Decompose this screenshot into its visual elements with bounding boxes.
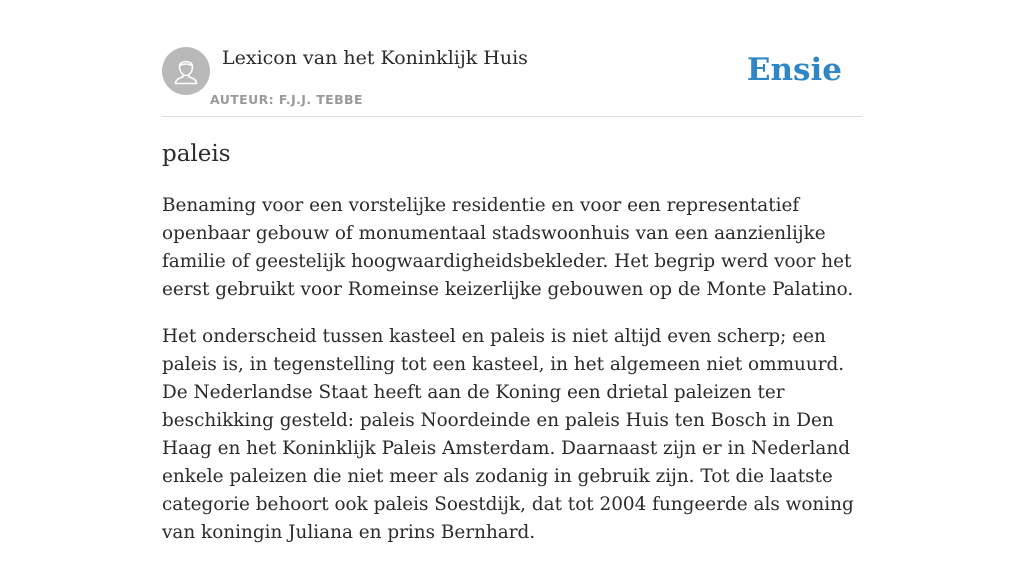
author-label[interactable]: AUTEUR: F.J.J. TEBBE [210, 92, 363, 107]
ensie-logo[interactable]: Ensie [746, 52, 842, 88]
paragraph: Het onderscheid tussen kasteel en paleis is niet altijd even scherp; een paleis is, in tegenstelling tot een kasteel, in het algemeen niet ommuurd. De Nederlandse Staat heeft aan de Koning een drietal paleizen ter beschikking gesteld: paleis Noordeinde en paleis Huis ten Bosch in Den Haag en het Koninklijk Paleis Amsterdam. Daarnaast zijn er in Nederland enkele paleizen die niet meer als zodanig in gebruik zijn. Tot die laatste categorie behoort ook paleis Soestdijk, dat tot 2004 fungeerde als woning van koningin Juliana en prins Bernhard. [162, 326, 854, 543]
book-header [162, 46, 862, 117]
page-title: paleis [162, 141, 231, 167]
book-title[interactable]: Lexicon van het Koninklijk Huis [222, 47, 528, 69]
user-avatar-icon[interactable] [162, 47, 210, 95]
paragraph: Benaming voor een vorstelijke residentie en voor een representatief openbaar gebouw of monumentaal stadswoonhuis van een aanzienlijke familie of geestelijk hoogwaardigheidsbekleder. Het begrip werd voor het eerst gebruikt voor Romeinse keizerlijke gebouwen op de Monte Palatino. [162, 195, 854, 300]
article-body [162, 192, 862, 566]
